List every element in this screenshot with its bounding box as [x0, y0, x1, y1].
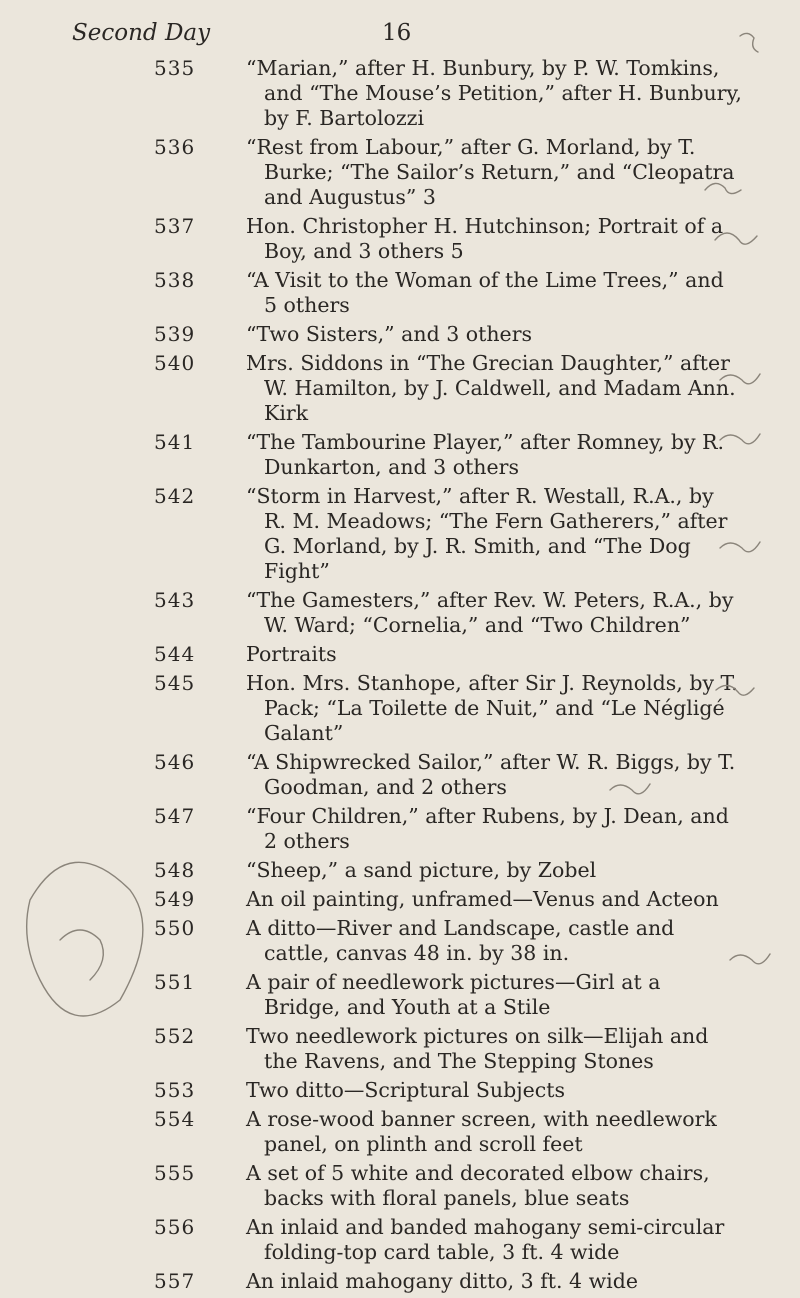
lot-text: “Sheep,” a sand picture, by Zobel — [246, 858, 597, 882]
lot-row — [0, 135, 800, 210]
lot-number: 541 — [154, 430, 196, 454]
lot-description — [246, 750, 742, 800]
lot-text: “A Shipwrecked Sailor,” after W. R. Biggs, by T. Goodman, and 2 others — [246, 750, 736, 799]
lot-row — [0, 642, 800, 667]
pencil-mark — [740, 33, 758, 52]
lot-description — [246, 322, 742, 347]
lot-number: 539 — [154, 322, 196, 346]
lot-number: 536 — [154, 135, 196, 159]
lot-number: 555 — [154, 1161, 196, 1185]
lot-text: A pair of needlework pictures—Girl at a Bridge, and Youth at a Stile — [246, 970, 661, 1019]
lot-description — [246, 1078, 742, 1103]
lot-description — [246, 970, 742, 1020]
lot-number: 542 — [154, 484, 196, 508]
lot-number: 552 — [154, 1024, 196, 1048]
lot-number: 553 — [154, 1078, 196, 1102]
lot-description — [246, 484, 742, 584]
lot-row — [0, 484, 800, 584]
lot-number: 545 — [154, 671, 196, 695]
lot-text: Two needlework pictures on silk—Elijah and the Ravens, and The Stepping Stones — [246, 1024, 709, 1073]
lot-text: “Four Children,” after Rubens, by J. Dean, and 2 others — [246, 804, 729, 853]
lot-number: 543 — [154, 588, 196, 612]
lot-description — [246, 1269, 742, 1294]
lot-row — [0, 1269, 800, 1294]
lot-row — [0, 916, 800, 966]
lot-row — [0, 1078, 800, 1103]
lot-number: 556 — [154, 1215, 196, 1239]
page-header — [72, 20, 740, 50]
lot-description — [246, 916, 742, 966]
lot-text: A set of 5 white and decorated elbow chairs, backs with floral panels, blue seats — [246, 1161, 710, 1210]
lot-list — [0, 56, 800, 1298]
lot-text: “A Visit to the Woman of the Lime Trees,” and 5 others — [246, 268, 724, 317]
lot-number: 537 — [154, 214, 196, 238]
lot-number: 535 — [154, 56, 196, 80]
lot-row — [0, 1215, 800, 1265]
lot-description — [246, 858, 742, 883]
lot-description — [246, 1024, 742, 1074]
lot-description — [246, 430, 742, 480]
day-heading: Second Day — [72, 20, 211, 46]
lot-description — [246, 671, 742, 746]
lot-description — [246, 804, 742, 854]
lot-description — [246, 214, 742, 264]
lot-number: 550 — [154, 916, 196, 940]
lot-number: 546 — [154, 750, 196, 774]
lot-text: Portraits — [246, 642, 337, 666]
lot-text: Mrs. Siddons in “The Grecian Daughter,” after W. Hamilton, by J. Caldwell, and Madam Ann. Kirk — [246, 351, 736, 425]
lot-text: “The Tambourine Player,” after Romney, by R. Dunkarton, and 3 others — [246, 430, 725, 479]
page-number: 16 — [382, 20, 412, 46]
lot-row — [0, 351, 800, 426]
lot-row — [0, 970, 800, 1020]
lot-number: 557 — [154, 1269, 196, 1293]
lot-description — [246, 887, 742, 912]
lot-text: An inlaid mahogany ditto, 3 ft. 4 wide — [246, 1269, 638, 1293]
lot-text: A rose-wood banner screen, with needlework panel, on plinth and scroll feet — [246, 1107, 717, 1156]
lot-description — [246, 268, 742, 318]
lot-description — [246, 642, 742, 667]
lot-row — [0, 1024, 800, 1074]
lot-row — [0, 750, 800, 800]
lot-text: Two ditto—Scriptural Subjects — [246, 1078, 565, 1102]
lot-row — [0, 887, 800, 912]
lot-number: 551 — [154, 970, 196, 994]
lot-number: 547 — [154, 804, 196, 828]
lot-row — [0, 1161, 800, 1211]
lot-text: Hon. Christopher H. Hutchinson; Portrait of a Boy, and 3 others 5 — [246, 214, 724, 263]
lot-text: Hon. Mrs. Stanhope, after Sir J. Reynolds, by T. Pack; “La Toilette de Nuit,” and “Le Négligé Galant” — [246, 671, 738, 745]
lot-row — [0, 1107, 800, 1157]
lot-row — [0, 804, 800, 854]
lot-description — [246, 135, 742, 210]
lot-row — [0, 430, 800, 480]
lot-description — [246, 351, 742, 426]
lot-description — [246, 1215, 742, 1265]
lot-description — [246, 1161, 742, 1211]
lot-text: A ditto—River and Landscape, castle and cattle, canvas 48 in. by 38 in. — [246, 916, 675, 965]
lot-number: 548 — [154, 858, 196, 882]
lot-number: 540 — [154, 351, 196, 375]
lot-description — [246, 1107, 742, 1157]
lot-row — [0, 671, 800, 746]
lot-number: 554 — [154, 1107, 196, 1131]
lot-row — [0, 322, 800, 347]
lot-row — [0, 214, 800, 264]
lot-description — [246, 56, 742, 131]
lot-text: An oil painting, unframed—Venus and Acteon — [246, 887, 719, 911]
lot-number: 549 — [154, 887, 196, 911]
lot-row — [0, 56, 800, 131]
lot-description — [246, 588, 742, 638]
lot-text: “The Gamesters,” after Rev. W. Peters, R.A., by W. Ward; “Cornelia,” and “Two Children” — [246, 588, 734, 637]
lot-text: “Two Sisters,” and 3 others — [246, 322, 533, 346]
lot-row — [0, 268, 800, 318]
lot-text: “Storm in Harvest,” after R. Westall, R.A., by R. M. Meadows; “The Fern Gatherers,” after G. Morland, by J. R. Smith, and “The Dog Fight” — [246, 484, 728, 583]
lot-number: 538 — [154, 268, 196, 292]
lot-text: “Rest from Labour,” after G. Morland, by T. Burke; “The Sailor’s Return,” and “Cleopatra and Augustus” 3 — [246, 135, 735, 209]
lot-row — [0, 588, 800, 638]
lot-text: An inlaid and banded mahogany semi-circular folding-top card table, 3 ft. 4 wide — [246, 1215, 725, 1264]
lot-row — [0, 858, 800, 883]
lot-text: “Marian,” after H. Bunbury, by P. W. Tomkins, and “The Mouse’s Petition,” after H. Bunbury, by F. Bartolozzi — [246, 56, 742, 130]
lot-number: 544 — [154, 642, 196, 666]
